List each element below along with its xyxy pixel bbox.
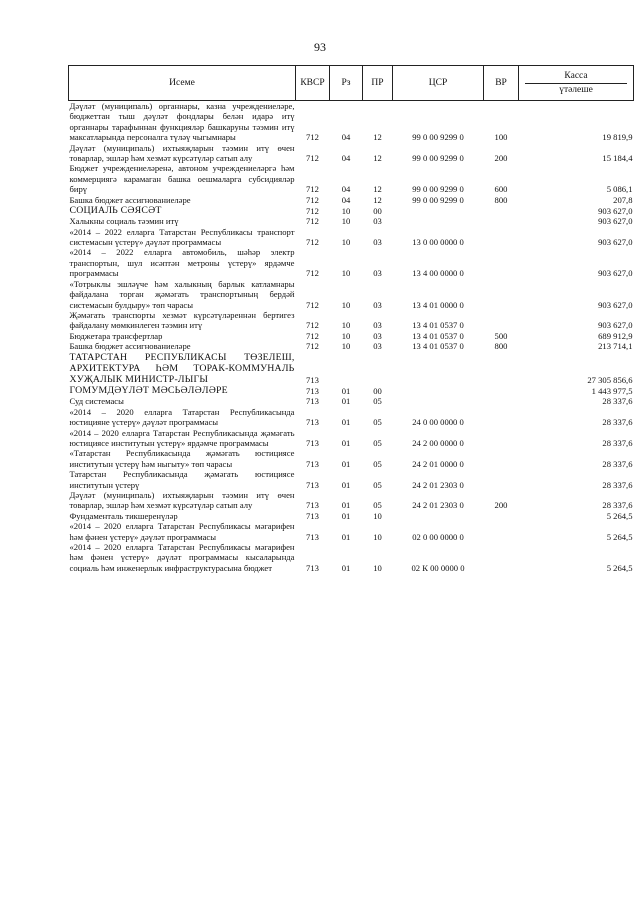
cell-name: СОЦИАЛЬ СӘЯСӘТ — [69, 205, 162, 217]
cell-kassa: 1 443 977,5 — [591, 385, 633, 396]
table-header-row — [69, 66, 634, 101]
cell-name: ТАТАРСТАН РЕСПУБЛИКАСЫ ТӨЗЕЛЕШ, АРХИТЕКТУРА ҺӘМ ТОРАК-КОММУНАЛЬ ХУҖАЛЫК МИНИСТР-ЛЫГЫ — [69, 351, 295, 385]
cell-pr: 00 — [373, 385, 382, 396]
header-rz: Рз — [330, 66, 363, 101]
cell-rz: 10 — [341, 216, 351, 227]
cell-csr: 24 2 00 0000 0 — [412, 437, 464, 448]
cell-pr: 12 — [373, 194, 382, 205]
cell-rz: 10 — [341, 320, 351, 331]
cell-vr — [484, 247, 519, 278]
header-name: Исеме — [69, 66, 296, 101]
cell-vr: 200 — [494, 500, 508, 511]
cell-name: Дәүләт (муниципаль) ихтыяҗларын тәэмин итү өчен товарлар, эшләр һәм хезмәт күрсәтүләр сатып алу — [69, 490, 295, 511]
cell-csr: 24 2 01 2303 0 — [412, 500, 464, 511]
cell-kvsr: 713 — [306, 437, 319, 448]
cell-csr: 13 4 01 0537 0 — [412, 320, 464, 331]
cell-vr — [484, 521, 519, 542]
cell-pr: 03 — [373, 341, 382, 352]
cell-kassa: 28 337,6 — [602, 396, 633, 407]
cell-csr — [393, 396, 484, 406]
cell-kvsr: 712 — [306, 268, 319, 279]
table-row — [69, 216, 634, 226]
cell-name: Җәмәгать транспорты хезмәт күрсәтүләреннән бертигез файдалану мөмкинлеген тәэмин итү — [69, 309, 295, 331]
cell-pr: 10 — [373, 562, 382, 573]
cell-rz: 04 — [341, 184, 351, 195]
table-row — [69, 428, 634, 449]
cell-name: «Татарстан Республикасында җәмәгать юстициясе институтын үстерү һәм ныгыту» төп чарасы — [69, 448, 295, 469]
header-kassa-line2: үтәлеше — [559, 84, 593, 95]
cell-rz: 01 — [341, 385, 351, 396]
cell-vr: 500 — [494, 330, 508, 341]
cell-csr: 02 К 00 0000 0 — [411, 562, 465, 573]
cell-kassa: 28 337,6 — [602, 417, 633, 428]
table-row — [69, 195, 634, 205]
cell-csr: 13 4 00 0000 0 — [412, 268, 464, 279]
header-vr: ВР — [484, 66, 519, 101]
table-row — [69, 490, 634, 511]
cell-name: Дәүләт (муниципаль) органнары, казна учреждениеләре, бюджеттан тыш дәүләт фондлары белән идарә итү органнары тарафыннан функцияләр башкаруны тәэмин итү максатларында персоналга түләү чыгымнары — [69, 101, 295, 143]
header-kassa — [519, 66, 634, 101]
cell-csr: 13 4 01 0537 0 — [412, 330, 464, 341]
cell-csr — [393, 205, 484, 216]
cell-csr — [393, 385, 484, 396]
cell-kassa: 5 264,5 — [606, 531, 633, 542]
cell-csr: 99 0 00 9299 0 — [412, 132, 464, 143]
table-row — [69, 385, 634, 396]
cell-kvsr: 712 — [306, 320, 319, 331]
cell-name: Халыкны социаль тәэмин итү — [69, 216, 179, 227]
cell-kassa: 5 264,5 — [606, 562, 633, 573]
cell-kassa: 27 305 856,6 — [587, 374, 633, 385]
cell-pr: 10 — [373, 510, 382, 521]
cell-pr: 05 — [373, 437, 382, 448]
cell-kvsr: 712 — [306, 205, 319, 216]
cell-name: Дәүләт (муниципаль) ихтыяҗларын тәэмин итү өчен товарлар, эшләр һәм хезмәт күрсәтүләр сатып алу — [69, 142, 295, 164]
cell-kassa: 903 627,0 — [598, 320, 633, 331]
cell-name: «2014 – 2020 елларга Татарстан Республикасы мәгарифен һәм фәнен үстерү» дәүләт программасы — [69, 521, 295, 542]
table-body — [69, 101, 634, 574]
table-row — [69, 396, 634, 406]
cell-pr: 05 — [373, 458, 382, 469]
cell-kvsr: 713 — [306, 510, 319, 521]
cell-name: «2014 – 2020 елларга Татарстан Республикасында җәмәгать юстициясе институтын үстерү» ярдәмче программасы — [69, 427, 295, 448]
cell-vr — [484, 279, 519, 310]
cell-csr — [393, 352, 484, 386]
header-pr: ПР — [363, 66, 393, 101]
table-row — [69, 247, 634, 278]
cell-pr: 03 — [373, 299, 382, 310]
cell-rz: 01 — [341, 500, 351, 511]
cell-kvsr: 713 — [306, 374, 319, 385]
cell-pr: 03 — [373, 237, 382, 248]
cell-vr — [484, 385, 519, 396]
cell-rz: 10 — [341, 330, 351, 341]
table-row — [69, 101, 634, 143]
cell-kassa: 28 337,6 — [602, 479, 633, 490]
table-row — [69, 341, 634, 351]
cell-vr: 800 — [494, 194, 508, 205]
table-row — [69, 511, 634, 521]
cell-kvsr: 712 — [306, 299, 319, 310]
cell-rz: 01 — [341, 417, 351, 428]
cell-kassa: 207,8 — [613, 194, 633, 205]
cell-csr — [393, 216, 484, 226]
cell-kassa: 5 264,5 — [606, 510, 633, 521]
cell-pr: 10 — [373, 531, 382, 542]
cell-pr: 03 — [373, 216, 382, 227]
cell-rz: 10 — [341, 237, 351, 248]
cell-kvsr: 713 — [306, 479, 319, 490]
cell-name: Башка бюджет ассигнованиеләре — [69, 194, 191, 205]
cell-pr: 03 — [373, 330, 382, 341]
cell-csr: 99 0 00 9299 0 — [412, 184, 464, 195]
cell-name: Бюджет учреждениеләренә, автоном учреждениеләргә һәм коммерциягә карамаган башка оешмаларга субсидияләр бирү — [69, 163, 295, 195]
cell-csr: 24 0 00 0000 0 — [412, 417, 464, 428]
table-row — [69, 205, 634, 216]
cell-kassa: 903 627,0 — [598, 205, 633, 216]
cell-name: ГОМУМДӘҮЛӘТ МӘСЬӘЛӘЛӘРЕ — [69, 385, 228, 397]
cell-pr: 05 — [373, 500, 382, 511]
cell-vr — [484, 542, 519, 573]
cell-kassa: 903 627,0 — [598, 216, 633, 227]
cell-csr: 13 4 01 0000 0 — [412, 299, 464, 310]
cell-vr: 200 — [494, 153, 508, 164]
cell-vr — [484, 469, 519, 490]
cell-kassa: 903 627,0 — [598, 237, 633, 248]
cell-rz: 10 — [341, 341, 351, 352]
cell-pr: 12 — [373, 153, 382, 164]
cell-name: Бюджетара трансфертлар — [69, 330, 163, 341]
cell-kassa: 15 184,4 — [602, 153, 633, 164]
cell-csr: 99 0 00 9299 0 — [412, 153, 464, 164]
cell-vr — [484, 428, 519, 449]
cell-kvsr: 712 — [306, 132, 319, 143]
cell-pr: 03 — [373, 320, 382, 331]
cell-rz: 01 — [341, 562, 351, 573]
cell-kassa: 28 337,6 — [602, 500, 633, 511]
cell-csr: 24 2 01 0000 0 — [412, 458, 464, 469]
cell-vr: 100 — [494, 132, 508, 143]
table-row — [69, 352, 634, 386]
cell-rz: 10 — [341, 268, 351, 279]
cell-pr: 00 — [373, 205, 382, 216]
header-kvsr: КВСР — [296, 66, 330, 101]
table-row — [69, 407, 634, 428]
cell-csr: 13 4 01 0537 0 — [412, 341, 464, 352]
cell-kvsr: 713 — [306, 500, 319, 511]
cell-csr — [393, 511, 484, 521]
cell-csr: 02 0 00 0000 0 — [412, 531, 464, 542]
table-row — [69, 331, 634, 341]
cell-name: Фундаменталь тикшеренүләр — [69, 510, 178, 521]
cell-rz: 04 — [341, 132, 351, 143]
cell-csr: 13 0 00 0000 0 — [412, 237, 464, 248]
cell-name: «2014 – 2020 елларга Татарстан Республикасында юстицияне үстерү» дәүләт программасы — [69, 406, 295, 428]
cell-rz: 01 — [341, 437, 351, 448]
cell-pr: 05 — [373, 417, 382, 428]
cell-kvsr: 712 — [306, 194, 319, 205]
cell-pr: 05 — [373, 479, 382, 490]
table-row — [69, 521, 634, 542]
cell-vr — [484, 216, 519, 226]
cell-vr — [484, 448, 519, 469]
header-kassa-line1: Касса — [564, 70, 588, 81]
cell-rz: 01 — [341, 479, 351, 490]
cell-kassa: 5 086,1 — [606, 184, 633, 195]
table-row — [69, 448, 634, 469]
cell-vr — [484, 407, 519, 428]
cell-rz: 04 — [341, 153, 351, 164]
cell-name: «2014 – 2020 елларга Татарстан Республикасы мәгарифен һәм фәнен үстерү» дәүләт программасы кысаларында социаль һәм инженерлык инфраструктурасына бюджет — [69, 542, 295, 573]
table-row — [69, 163, 634, 194]
cell-rz: 01 — [341, 510, 351, 521]
cell-kassa: 903 627,0 — [598, 299, 633, 310]
cell-csr: 24 2 01 2303 0 — [412, 479, 464, 490]
cell-kvsr: 712 — [306, 184, 319, 195]
table-row — [69, 227, 634, 248]
cell-name: Башка бюджет ассигнованиеләре — [69, 341, 191, 352]
cell-pr — [363, 352, 393, 386]
table-row — [69, 469, 634, 490]
cell-kassa: 213 714,1 — [598, 341, 633, 352]
cell-rz: 01 — [341, 458, 351, 469]
cell-kvsr: 713 — [306, 417, 319, 428]
cell-vr: 600 — [494, 184, 508, 195]
cell-vr — [484, 396, 519, 406]
cell-kvsr: 712 — [306, 341, 319, 352]
cell-vr — [484, 352, 519, 386]
budget-table — [68, 65, 634, 573]
cell-pr: 12 — [373, 132, 382, 143]
header-csr: ЦСР — [393, 66, 484, 101]
cell-rz — [330, 352, 363, 386]
table-row — [69, 279, 634, 310]
cell-vr: 800 — [494, 341, 508, 352]
cell-pr: 05 — [373, 396, 382, 407]
cell-kvsr: 712 — [306, 237, 319, 248]
cell-rz: 10 — [341, 299, 351, 310]
cell-rz: 01 — [341, 396, 351, 407]
table-row — [69, 143, 634, 164]
table-row — [69, 310, 634, 331]
cell-name: «2014 – 2022 елларга автомобиль, шәһәр электр транспортын, шул исәптән метроны үстерү» ярдәмче программасы — [69, 247, 295, 279]
cell-kvsr: 713 — [306, 385, 319, 396]
cell-kvsr: 712 — [306, 216, 319, 227]
cell-vr — [484, 227, 519, 248]
cell-vr — [484, 511, 519, 521]
table-row — [69, 542, 634, 573]
cell-kassa: 28 337,6 — [602, 437, 633, 448]
cell-kvsr: 713 — [306, 396, 319, 407]
cell-kassa: 903 627,0 — [598, 268, 633, 279]
cell-name: Татарстан Республикасында җәмәгать юстициясе институтын үстерү — [69, 469, 295, 490]
cell-rz: 01 — [341, 531, 351, 542]
cell-name: «Тотрыклы эшләүче һәм халыкның барлык катламнары файдалана торган җәмәгать транспортының бердәй системасын булдыру» төп чарасы — [69, 278, 295, 310]
cell-kassa: 19 819,9 — [602, 132, 633, 143]
cell-kvsr: 713 — [306, 531, 319, 542]
cell-vr — [484, 310, 519, 331]
cell-pr: 03 — [373, 268, 382, 279]
cell-kassa: 689 912,9 — [598, 330, 633, 341]
cell-name: «2014 – 2022 елларга Татарстан Республикасы транспорт системасын үстерү» дәүләт программасы — [69, 226, 295, 248]
cell-rz: 04 — [341, 194, 351, 205]
cell-name: Суд системасы — [69, 396, 124, 407]
cell-vr — [484, 205, 519, 216]
cell-kvsr: 712 — [306, 153, 319, 164]
cell-kassa: 28 337,6 — [602, 458, 633, 469]
cell-rz: 10 — [341, 205, 351, 216]
cell-pr: 12 — [373, 184, 382, 195]
cell-csr: 99 0 00 9299 0 — [412, 194, 464, 205]
cell-kvsr: 713 — [306, 562, 319, 573]
page-number: 93 — [314, 40, 326, 54]
cell-kvsr: 712 — [306, 330, 319, 341]
cell-kvsr: 713 — [306, 458, 319, 469]
